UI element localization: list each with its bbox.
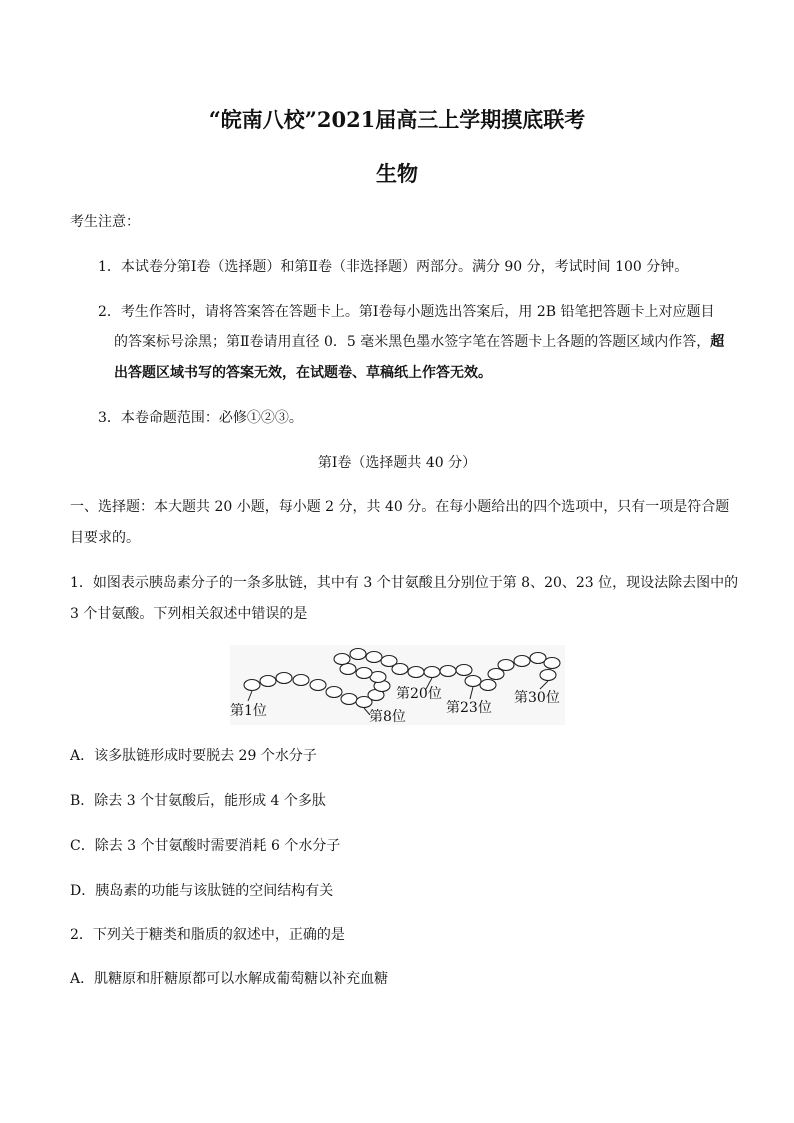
notice-item-3: 3．本卷命题范围：必修①②③。 xyxy=(98,410,303,426)
amino-acid-23 xyxy=(465,676,481,687)
notice-heading: 考生注意： xyxy=(70,214,140,230)
amino-acid-22 xyxy=(456,665,472,676)
amino-acid-3 xyxy=(276,673,292,684)
amino-acid-18 xyxy=(392,664,408,675)
amino-acid-4 xyxy=(293,675,309,686)
amino-acid-15 xyxy=(350,649,366,660)
notice-item-2-line-1: 2．考生作答时，请将答案答在答题卡上。第Ⅰ卷每小题选出答案后，用 2B 铅笔把答题卡上对应题目 xyxy=(98,304,715,320)
amino-acid-7 xyxy=(341,694,357,705)
notice-item-2-line-2 xyxy=(114,333,724,351)
section-intro-line-1: 一、选择题：本大题共 20 小题，每小题 2 分，共 40 分。在每小题给出的四个选项中，只有一项是符合题 xyxy=(70,499,730,515)
amino-acid-12 xyxy=(356,668,372,679)
section-intro-line-2: 目要求的。 xyxy=(70,530,140,546)
q1-option-d: D．胰岛素的功能与该肽链的空间结构有关 xyxy=(70,883,334,899)
notice-item-2-line-3: 出答题区域书写的答案无效，在试题卷、草稿纸上作答无效。 xyxy=(114,365,492,381)
amino-acid-13 xyxy=(340,664,356,675)
amino-acid-2 xyxy=(260,676,276,687)
label-pos20: 第20位 xyxy=(396,686,442,702)
amino-acid-27 xyxy=(514,656,530,667)
section-title: 第Ⅰ卷（选择题共 40 分） xyxy=(317,455,477,471)
amino-acid-19 xyxy=(408,667,424,678)
q1-option-b: B．除去 3 个甘氨酸后，能形成 4 个多肽 xyxy=(70,793,326,809)
polypeptide-chain-figure xyxy=(230,645,565,725)
q1-option-a: A．该多肽链形成时要脱去 29 个水分子 xyxy=(70,748,317,764)
amino-acid-14 xyxy=(334,654,350,665)
amino-acid-16 xyxy=(366,652,382,663)
q1-stem-line-1: 1．如图表示胰岛素分子的一条多肽链，其中有 3 个甘氨酸且分别位于第 8、20、23 位，现设法除去图中的 xyxy=(70,575,739,591)
notice-item-1: 1．本试卷分第Ⅰ卷（选择题）和第Ⅱ卷（非选择题）两部分。满分 90 分，考试时间 100 分钟。 xyxy=(98,259,689,275)
q1-stem-line-2: 3 个甘氨酸。下列相关叙述中错误的是 xyxy=(70,606,308,622)
amino-acid-20 xyxy=(424,667,440,678)
amino-acid-6 xyxy=(326,687,342,698)
label-pos1: 第1位 xyxy=(230,703,267,719)
label-pos30: 第30位 xyxy=(514,690,560,706)
amino-acid-24 xyxy=(480,680,496,691)
label-pos8: 第8位 xyxy=(369,709,406,725)
exam-title: “皖南八校”2021届高三上学期摸底联考 xyxy=(208,107,586,132)
q1-option-c: C．除去 3 个甘氨酸时需要消耗 6 个水分子 xyxy=(70,838,341,854)
q2-stem: 2．下列关于糖类和脂质的叙述中，正确的是 xyxy=(70,927,345,943)
amino-acid-21 xyxy=(440,666,456,677)
subject-title: 生物 xyxy=(376,161,418,186)
amino-acid-30 xyxy=(540,670,556,681)
notice-item-2-line-2-bold: 超 xyxy=(710,334,725,350)
label-pos23: 第23位 xyxy=(446,700,492,716)
notice-item-2-line-2-text: 的答案标号涂黑；第Ⅱ卷请用直径 0．5 毫米黑色墨水签字笔在答题卡上各题的答题区域内作答， xyxy=(114,334,711,350)
amino-acid-29 xyxy=(544,658,560,669)
amino-acid-1 xyxy=(244,680,260,691)
amino-acid-5 xyxy=(310,680,326,691)
q2-option-a: A．肌糖原和肝糖原都可以水解成葡萄糖以补充血糖 xyxy=(70,971,389,987)
amino-acid-26 xyxy=(498,660,514,671)
